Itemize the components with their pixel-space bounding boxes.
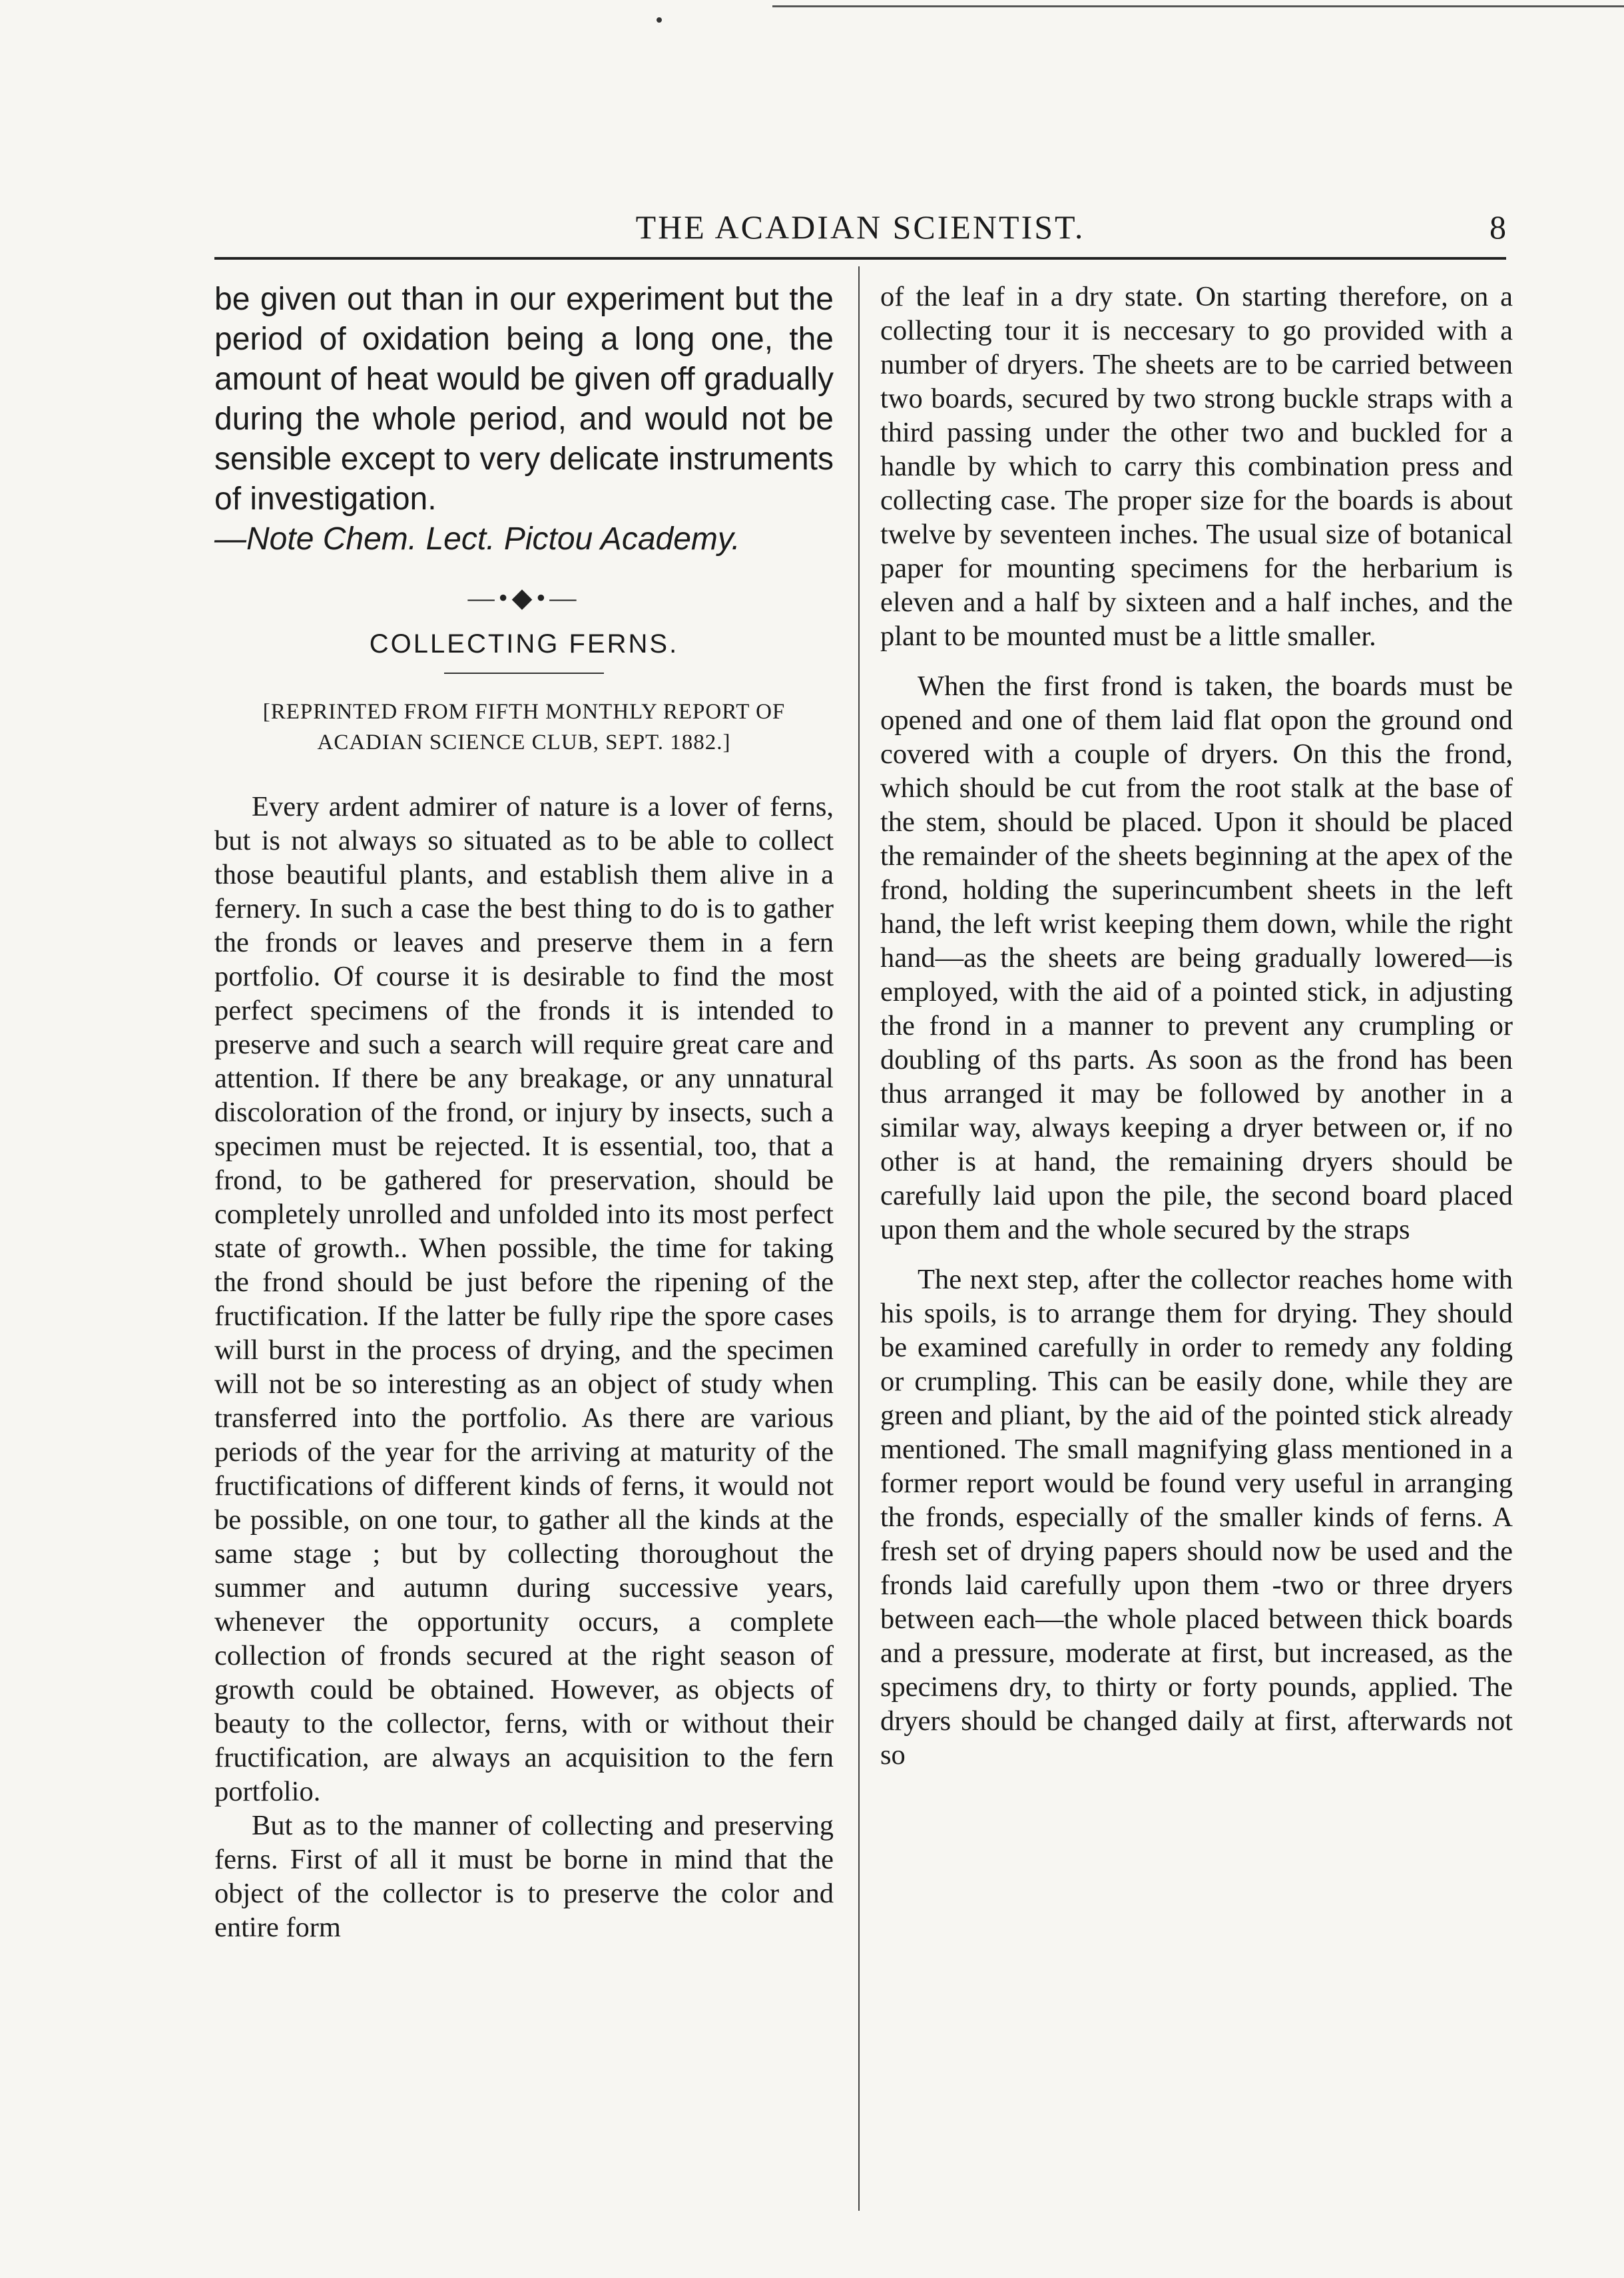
- journal-title: THE ACADIAN SCIENTIST.: [635, 208, 1085, 246]
- paragraph-gap: [880, 653, 1513, 669]
- paragraph-gap: [880, 1247, 1513, 1263]
- reprint-note: [REPRINTED FROM FIFTH MONTHLY REPORT OF ACADIAN SCIENCE CLUB, SEPT. 1882.]: [262, 700, 786, 754]
- right-paragraph-1: of the leaf in a dry state. On starting therefore, on a collecting tour it is neccesary to go provided with a number of dryers. The sheets are to be carried between two boards, secured by two strong buckle straps with a third passing under the other two and buckled for a handle by which to carry this combination press and collecting case. The proper size for the boards is about twelve by seventeen inches. The usual size of botanical paper for mounting specimens for the herbarium is eleven and a half by sixteen and a half inches, and the plant to be mounted must be a little smaller.: [880, 281, 1513, 652]
- right-paragraph-2: When the first frond is taken, the boards must be opened and one of them laid flat opon the ground ond covered with a couple of dryers. On this the frond, which should be cut from the root stalk at the base of the stem, should be placed. Upon it should be placed the remainder of the sheets beginning at the apex of the frond, holding the superincumbent sheets in the left hand, the left wrist keeping them down, while the right hand—as the sheets are being gradually lowered—is employed, with the aid of a pointed stick, in adjusting the frond in a manner to prevent any crumpling or doubling of ths parts. As soon as the frond has been thus arranged it may be followed by another in a similar way, always keeping a dryer between or, if no other is at hand, the remaining dryers should be carefully laid upon the pile, the second board placed upon them and the whole secured by the straps: [880, 671, 1513, 1245]
- title-underline: [444, 673, 604, 674]
- print-speck: [657, 17, 662, 23]
- article-title: COLLECTING FERNS.: [369, 629, 679, 659]
- right-column: [880, 280, 1513, 1772]
- column-divider: [858, 266, 860, 2211]
- continued-paragraph: be given out than in our experiment but the period of oxidation being a long one, the amount of heat would be given off gradually during the whole period, and would not be sensible except to very delicate instruments of investigation.: [214, 282, 834, 517]
- header-rule: [214, 257, 1506, 260]
- article-paragraph-1: Every ardent admirer of nature is a lover of ferns, but is not always so situated as to be able to collect those beautiful plants, and establish them alive in a fernery. In such a case the best thing to do is to gather the fronds or leaves and preserve them in a fern portfolio. Of course it is desirable to find the most perfect specimens of the fronds it is intended to preserve and such a search will require great care and attention. If there be any breakage, or any unnatural discoloration of the frond, or injury by insects, such a specimen must be rejected. It is essential, too, that a frond, to be gathered for preservation, should be completely unrolled and unfolded into its most perfect state of growth.. When possible, the time for taking the frond should be just before the ripening of the fructification. If the latter be fully ripe the spore cases will burst in the process of drying, and the specimen will not be so interesting as an object of study when transferred into the portfolio. As there are various periods of the year for the arriving at maturity of the fructifications of different kinds of ferns, it would not be possible, on one tour, to gather all the kinds at the same stage ; but by collecting thoroughout the summer and autumn during successive years, whenever the opportunity occurs, a complete collection of fronds secured at the right season of growth could be obtained. However, as objects of beauty to the collector, ferns, with or without their fructification, are always an acquisition to the fern portfolio.: [214, 791, 834, 1807]
- article-paragraph-2: But as to the manner of collecting and preserving ferns. First of all it must be borne in mind that the object of the collector is to preserve the color and entire form: [214, 1810, 834, 1943]
- page-number: 8: [1489, 208, 1506, 246]
- top-edge-rule: [772, 5, 1624, 7]
- right-paragraph-3: The next step, after the collector reaches home with his spoils, is to arrange them for drying. They should be examined carefully in order to remedy any folding or crumpling. This can be easily done, while they are green and pliant, by the aid of the pointed stick already mentioned. The small magnifying glass mentioned in a former report would be found very useful in arranging the fronds, especially of the smaller kinds of ferns. A fresh set of drying papers should now be used and the fronds laid carefully upon them -two or three dryers between each—the whole placed between thick boards and a pressure, moderate at first, but increased, as the specimens dry, to thirty or forty pounds, applied. The dryers should be changed daily at first, afterwards not so: [880, 1264, 1513, 1771]
- section-ornament: —•◆•—: [467, 583, 581, 613]
- signature-text: —Note Chem. Lect. Pictou Academy.: [214, 521, 740, 557]
- left-column: [214, 280, 834, 1944]
- running-header: [214, 208, 1506, 254]
- signature-line: [214, 519, 834, 559]
